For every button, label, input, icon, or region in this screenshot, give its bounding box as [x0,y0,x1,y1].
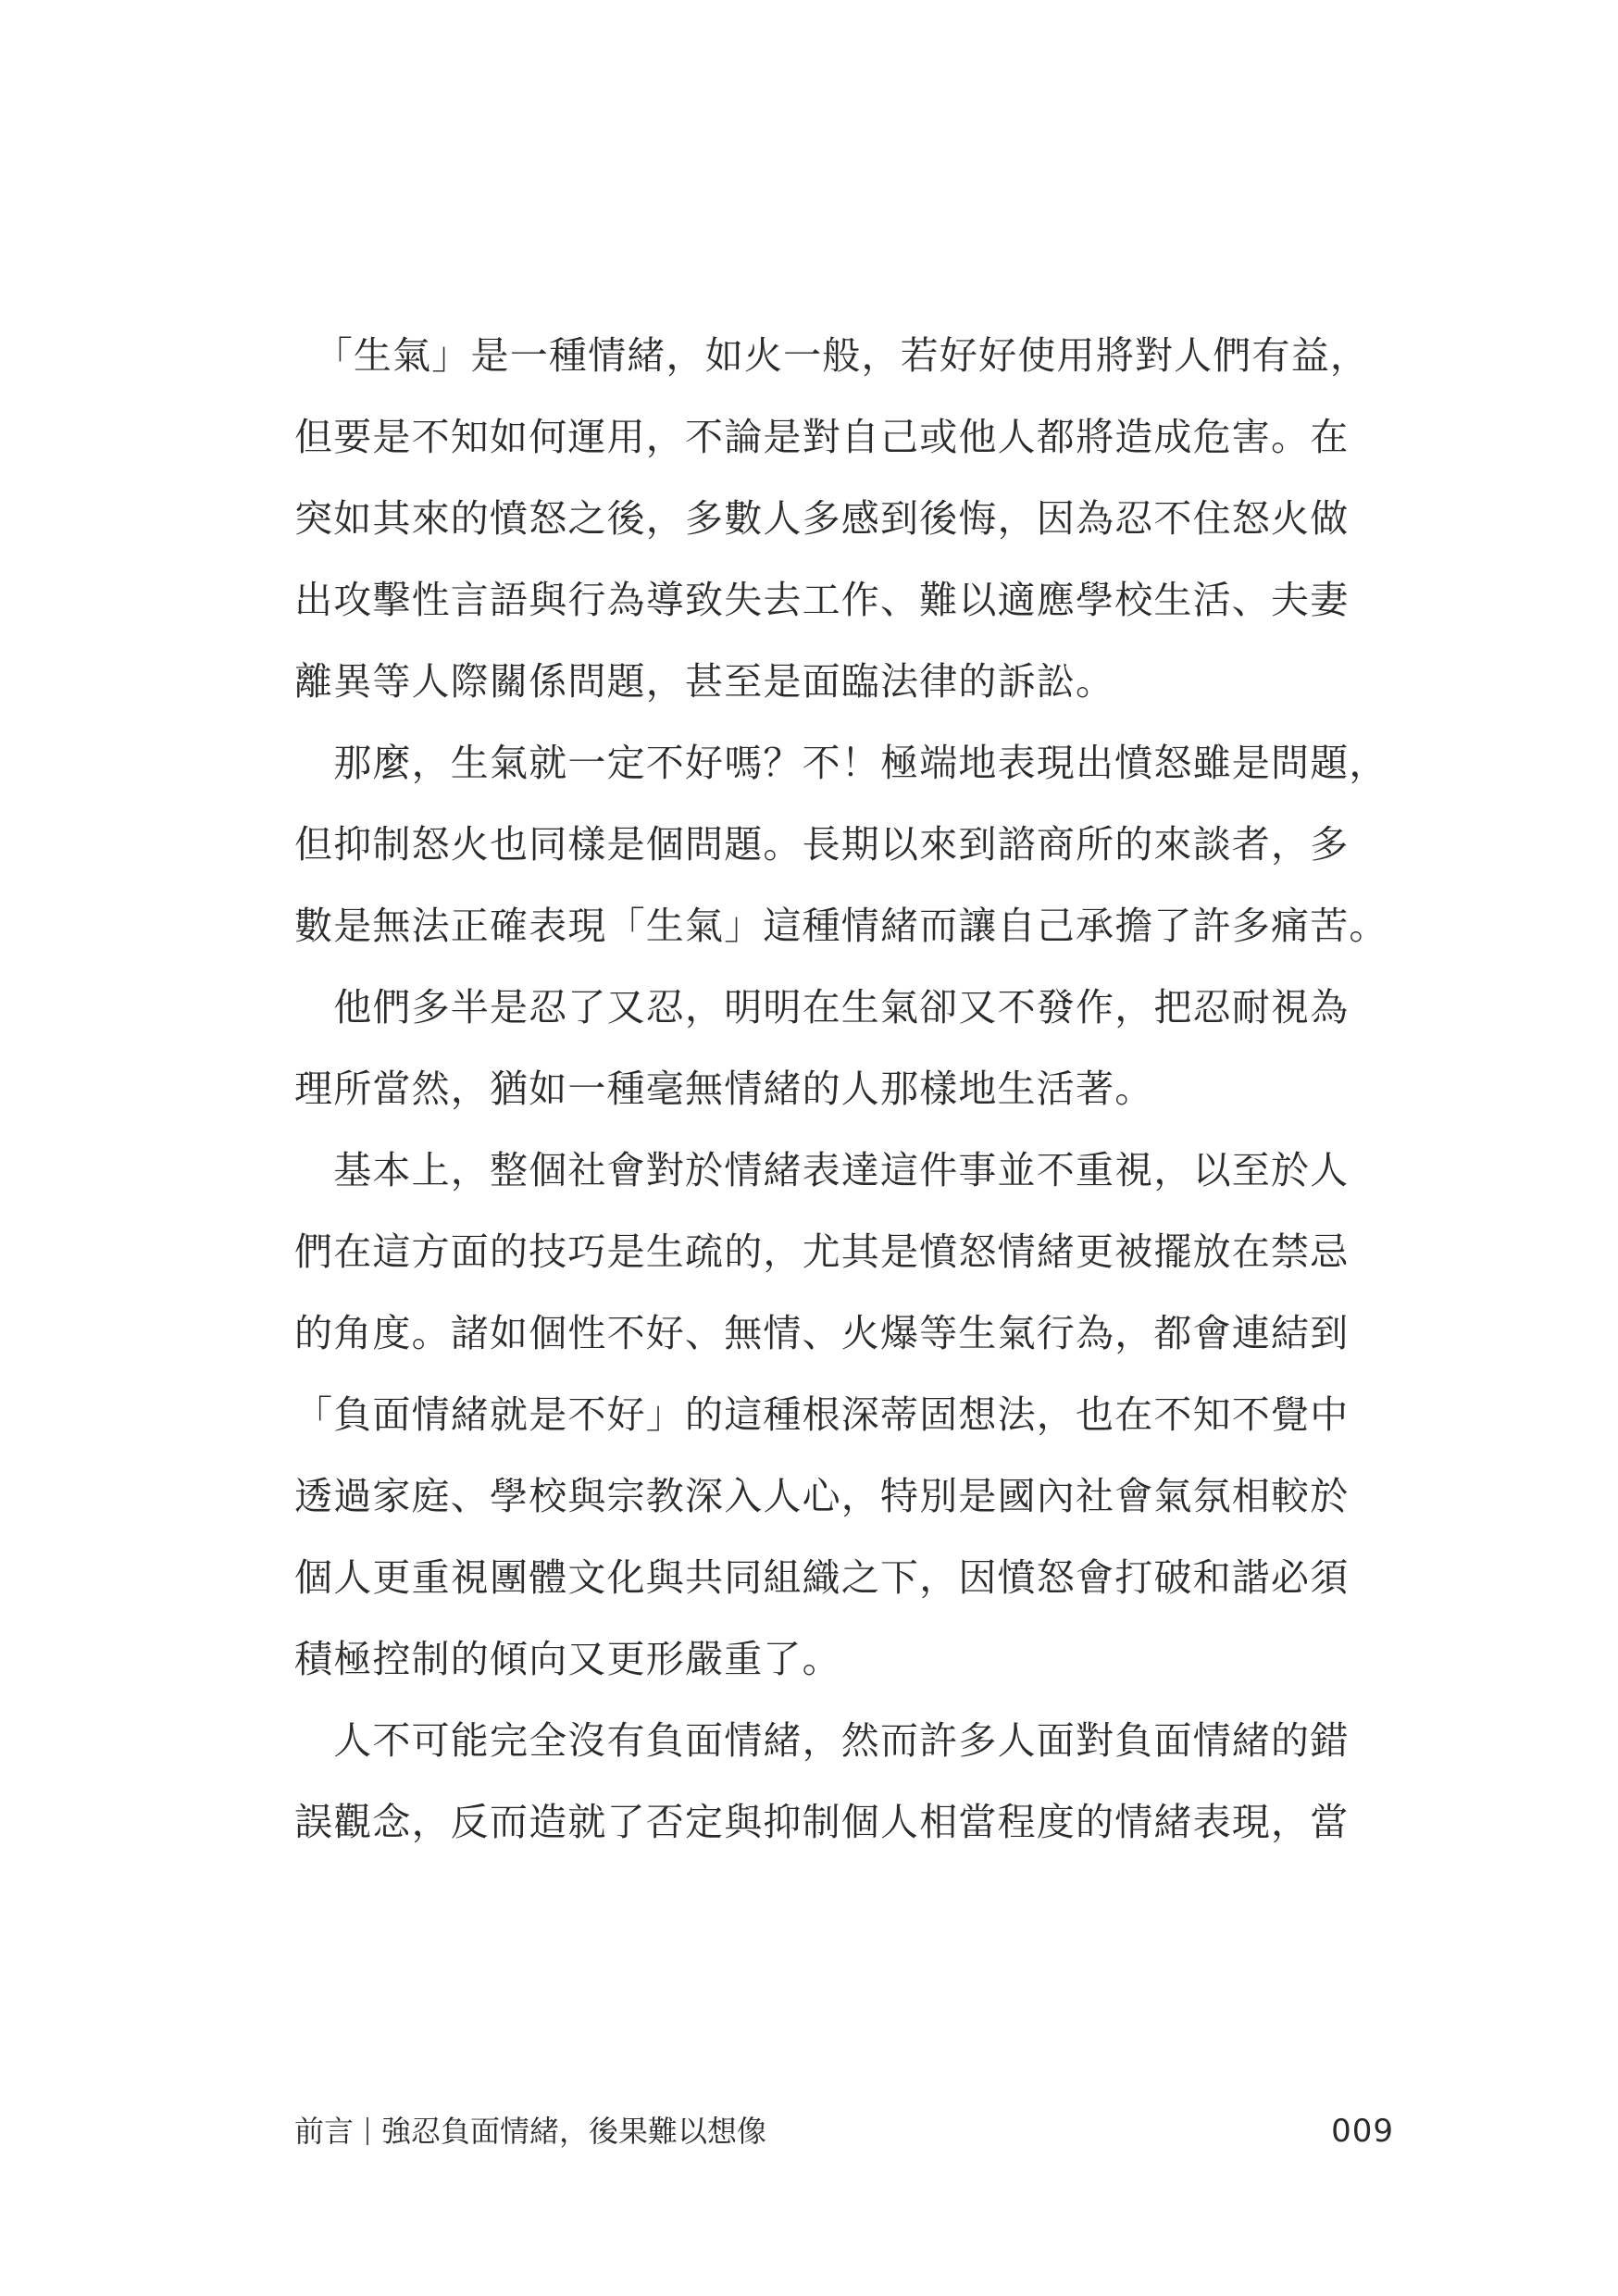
text-line: 積極控制的傾向又更形嚴重了。 [294,1637,841,1681]
paragraph-3 [294,967,1394,1129]
text-line: 但抑制怒火也同樣是個問題。長期以來到諮商所的來談者，多 [294,822,1350,867]
text-line: 的角度。諸如個性不好、無情、火爆等生氣行為，都會連結到 [294,1311,1350,1355]
body-text [294,315,1394,1863]
text-line: 人不可能完全沒有負面情緒，然而許多人面對負面情緒的錯 [294,1718,1350,1763]
running-footer [294,2103,766,2159]
text-line: 數是無法正確表現「生氣」這種情緒而讓自己承擔了許多痛苦。 [294,904,1388,948]
text-line: 個人更重視團體文化與共同組織之下，因憤怒會打破和諧必須 [294,1555,1350,1600]
text-line: 突如其來的憤怒之後，多數人多感到後悔，因為忍不住怒火做 [294,496,1350,541]
text-line: 但要是不知如何運用，不論是對自己或他人都將造成危害。在 [294,415,1350,459]
text-line: 他們多半是忍了又忍，明明在生氣卻又不發作，把忍耐視為 [294,985,1350,1029]
text-line: 出攻擊性言語與行為導致失去工作、難以適應學校生活、夫妻 [294,578,1350,622]
paragraph-1 [294,315,1394,722]
text-line: 離異等人際關係問題，甚至是面臨法律的訴訟。 [294,659,1115,704]
paragraph-2 [294,722,1394,967]
text-line: 理所當然，猶如一種毫無情緒的人那樣地生活著。 [294,1067,1154,1111]
footer-separator [367,2117,368,2145]
text-line: 那麼，生氣就一定不好嗎？不！極端地表現出憤怒雖是問題， [294,741,1388,785]
page-number: 009 [1331,2113,1394,2150]
chapter-title: 強忍負面情緒，後果難以想像 [381,2114,767,2149]
text-line: 「生氣」是一種情緒，如火一般，若好好使用將對人們有益， [294,333,1370,378]
text-line: 透過家庭、學校與宗教深入人心，特別是國內社會氣氛相較於 [294,1474,1350,1518]
text-line: 誤觀念，反而造就了否定與抑制個人相當程度的情緒表現，當 [294,1800,1350,1844]
text-line: 基本上，整個社會對於情緒表達這件事並不重視，以至於人 [294,1148,1350,1192]
paragraph-5 [294,1700,1394,1863]
chapter-label: 前言 [294,2114,355,2149]
text-line: 們在這方面的技巧是生疏的，尤其是憤怒情緒更被擺放在禁忌 [294,1229,1350,1274]
paragraph-4 [294,1129,1394,1700]
page-footer [294,2103,1394,2159]
text-line: 「負面情緒就是不好」的這種根深蒂固想法，也在不知不覺中 [294,1392,1350,1437]
